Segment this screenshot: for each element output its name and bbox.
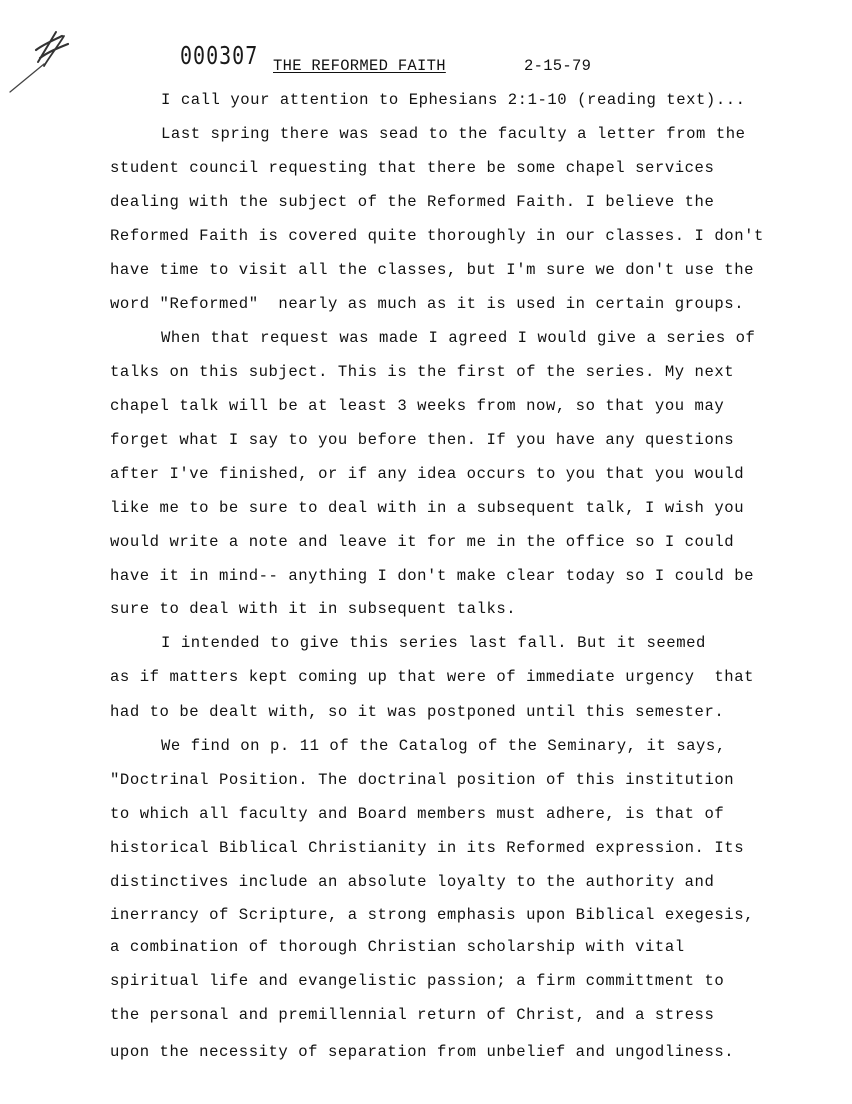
document-date: 2-15-79	[524, 57, 592, 75]
text-line: When that request was made I agreed I would give a series of	[161, 329, 756, 347]
text-line: after I've finished, or if any idea occurs to you that you would	[110, 465, 745, 483]
text-line: I intended to give this series last fall. But it seemed	[161, 634, 706, 652]
text-line: to which all faculty and Board members must adhere, is that of	[110, 805, 725, 823]
text-line: spiritual life and evangelistic passion; a firm committment to	[110, 972, 725, 990]
text-line: I call your attention to Ephesians 2:1-10 (reading text)...	[161, 91, 746, 109]
text-line: dealing with the subject of the Reformed Faith. I believe the	[110, 193, 715, 211]
document-title: THE REFORMED FAITH	[273, 57, 446, 75]
text-line: upon the necessity of separation from unbelief and ungodliness.	[110, 1043, 735, 1061]
text-line: as if matters kept coming up that were of immediate urgency that	[110, 668, 755, 686]
text-line: chapel talk will be at least 3 weeks from now, so that you may	[110, 397, 725, 415]
text-line: had to be dealt with, so it was postponed until this semester.	[110, 703, 725, 721]
text-line: historical Biblical Christianity in its Reformed expression. Its	[110, 839, 745, 857]
text-line: inerrancy of Scripture, a strong emphasis upon Biblical exegesis,	[110, 906, 755, 924]
text-line: Reformed Faith is covered quite thoroughly in our classes. I don't	[110, 227, 764, 245]
text-line: word "Reformed" nearly as much as it is used in certain groups.	[110, 295, 745, 313]
text-line: have time to visit all the classes, but I'm sure we don't use the	[110, 261, 755, 279]
text-line: would write a note and leave it for me in the office so I could	[110, 533, 735, 551]
text-line: sure to deal with it in subsequent talks.	[110, 600, 517, 618]
text-line: distinctives include an absolute loyalty to the authority and	[110, 873, 715, 891]
text-line: like me to be sure to deal with in a subsequent talk, I wish you	[110, 499, 745, 517]
text-line: have it in mind-- anything I don't make clear today so I could be	[110, 567, 755, 585]
text-line: talks on this subject. This is the first of the series. My next	[110, 363, 735, 381]
text-line: We find on p. 11 of the Catalog of the Seminary, it says,	[161, 737, 726, 755]
text-line: "Doctrinal Position. The doctrinal position of this institution	[110, 771, 735, 789]
handwritten-margin-mark	[4, 18, 84, 98]
text-line: the personal and premillennial return of Christ, and a stress	[110, 1006, 715, 1024]
text-line: forget what I say to you before then. If you have any questions	[110, 431, 735, 449]
text-line: a combination of thorough Christian scholarship with vital	[110, 938, 685, 956]
text-line: Last spring there was sead to the faculty a letter from the	[161, 125, 746, 143]
document-number: 000307	[180, 40, 259, 70]
text-line: student council requesting that there be some chapel services	[110, 159, 715, 177]
